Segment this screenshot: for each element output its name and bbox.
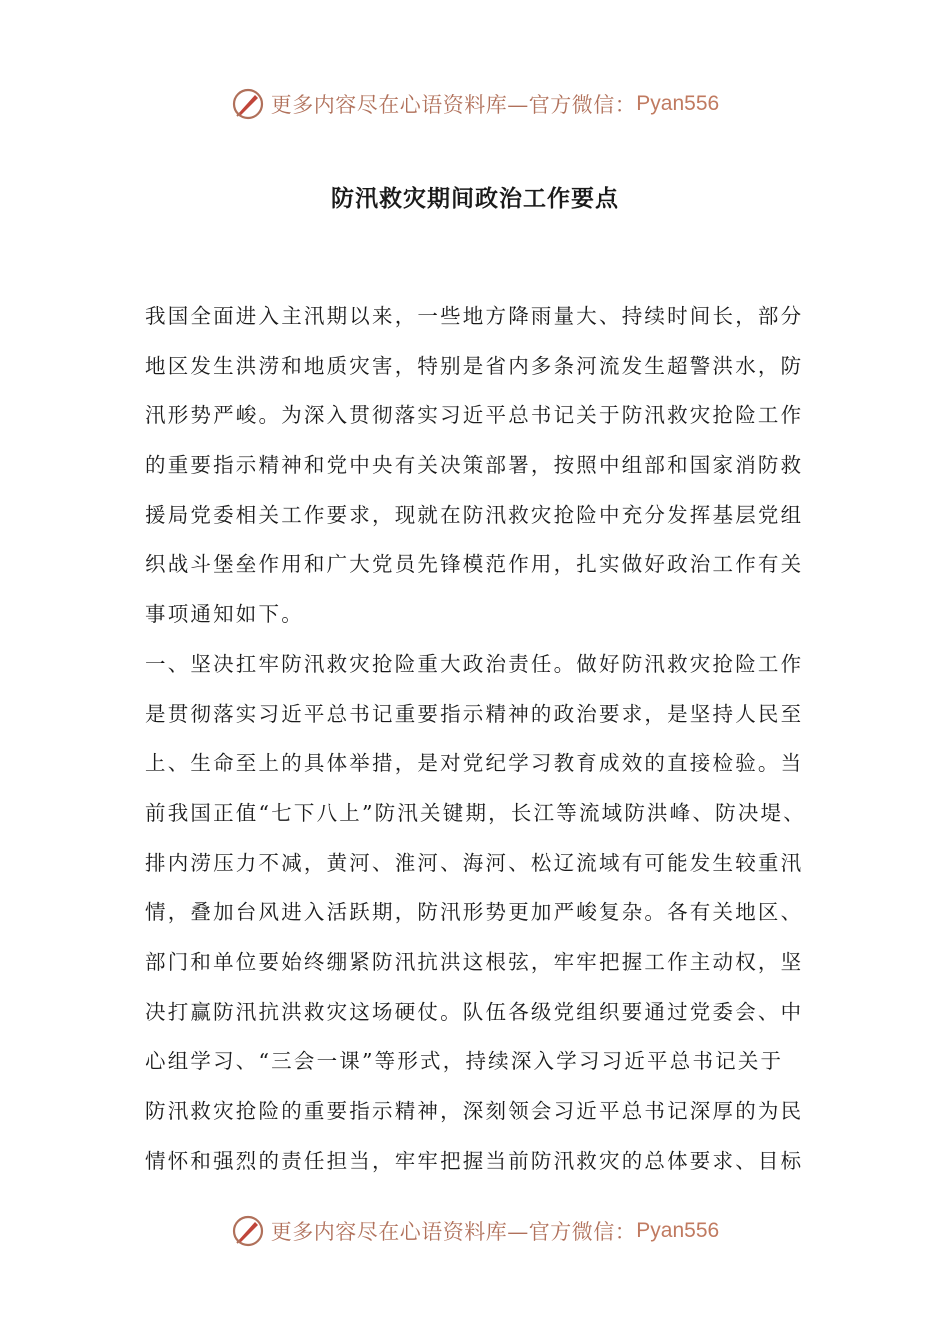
document-title: 防汛救灾期间政治工作要点 [331, 185, 619, 212]
text-line: 上、生命至上的具体举措，是对党纪学习教育成效的直接检验。当 [145, 751, 804, 776]
header-banner [0, 84, 950, 124]
wechat-id: Pyan556 [636, 1219, 720, 1242]
banner-text: 更多内容尽在心语资料库—官方微信： [270, 1220, 637, 1244]
text-line: 援局党委相关工作要求，现就在防汛救灾抢险中充分发挥基层党组 [145, 502, 804, 527]
text-line: 事项通知如下。 [145, 602, 304, 627]
text-line: 防汛救灾抢险的重要指示精神，深刻领会习近平总书记深厚的为民 [145, 1099, 804, 1123]
text-line: 决打赢防汛抗洪救灾这场硬仗。队伍各级党组织要通过党委会、中 [145, 999, 804, 1024]
text-line: 汛形势严峻。为深入贯彻落实习近平总书记关于防汛救灾抢险工作 [145, 403, 804, 428]
text-line: 情，叠加台风进入活跃期，防汛形势更加严峻复杂。各有关地区、 [145, 900, 804, 925]
footer-banner [0, 1211, 950, 1251]
wechat-id: Pyan556 [636, 92, 720, 115]
quill-pen-logo-icon [231, 87, 265, 121]
text-line: 的重要指示精神和党中央有关决策部署，按照中组部和国家消防救 [145, 453, 804, 478]
text-line: 是贯彻落实习近平总书记重要指示精神的政治要求，是坚持人民至 [145, 701, 804, 726]
text-line: 地区发生洪涝和地质灾害，特别是省内多条河流发生超警洪水，防 [145, 353, 804, 378]
quill-pen-logo-icon [231, 1214, 265, 1248]
body-text [145, 292, 810, 1186]
text-line: 我国全面进入主汛期以来，一些地方降雨量大、持续时间长，部分 [145, 304, 804, 328]
text-line: 织战斗堡垒作用和广大党员先锋模范作用，扎实做好政治工作有关 [145, 552, 804, 577]
text-line: 心组学习、“三会一课”等形式，持续深入学习习近平总书记关于 [145, 1049, 784, 1074]
text-line: 情怀和强烈的责任担当，牢牢把握当前防汛救灾的总体要求、目标 [145, 1148, 804, 1173]
text-line: 部门和单位要始终绷紧防汛抗洪这根弦，牢牢把握工作主动权，坚 [145, 949, 804, 974]
text-line: 一、坚决扛牢防汛救灾抢险重大政治责任。做好防汛救灾抢险工作 [145, 651, 804, 676]
banner-text: 更多内容尽在心语资料库—官方微信： [270, 93, 637, 117]
text-line: 前我国正值“七下八上”防汛关键期，长江等流域防洪峰、防决堤、 [145, 800, 806, 825]
text-line: 排内涝压力不减，黄河、淮河、海河、松辽流域有可能发生较重汛 [145, 850, 804, 875]
